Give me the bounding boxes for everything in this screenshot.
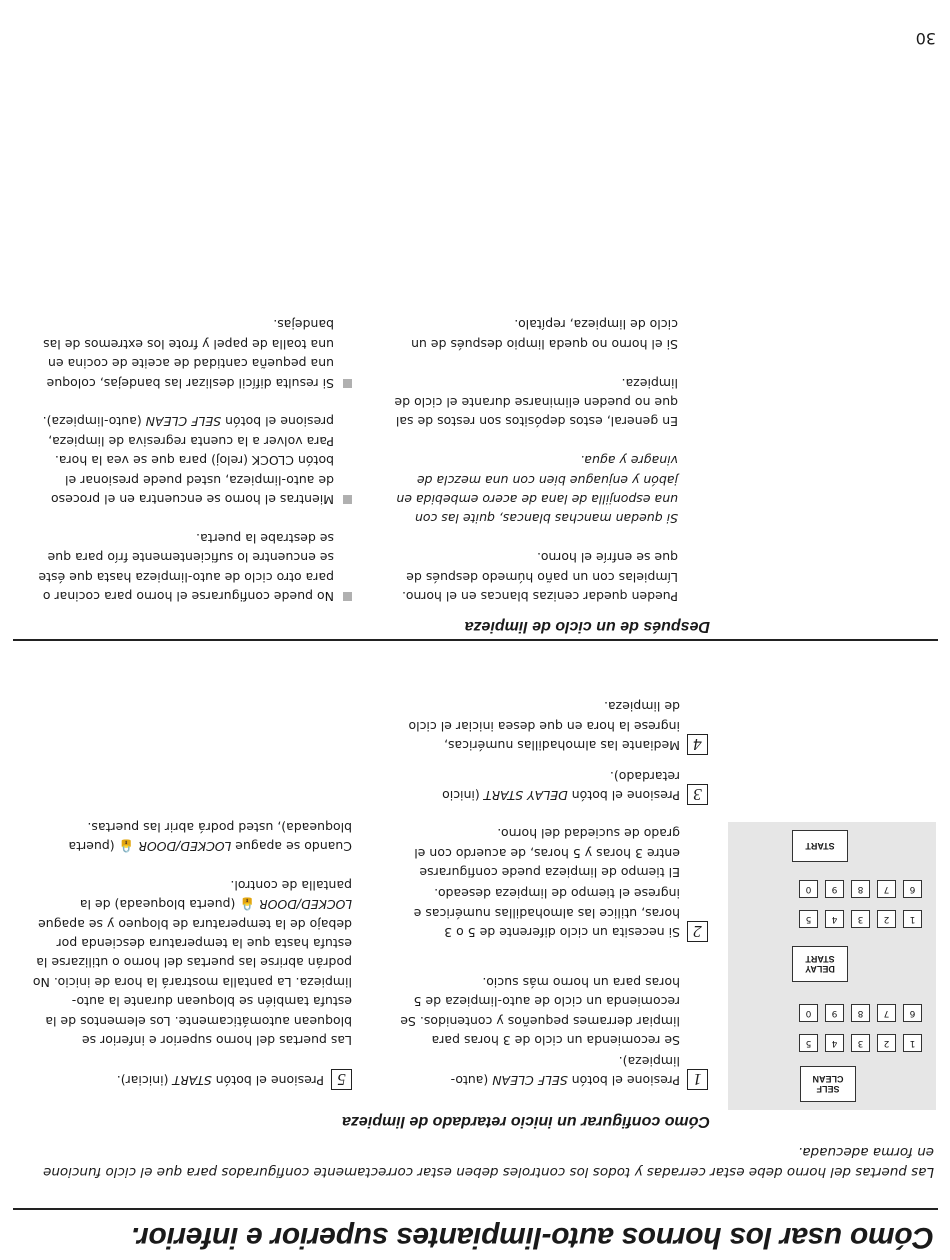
step-3: 3 Presione el botón DELAY START (inicio retardado). bbox=[408, 766, 708, 805]
key-7: 7 bbox=[877, 1004, 896, 1022]
intro-text: Las puertas del horno debe estar cerradas y todos los controles deben estar correctamente configurados para que el ciclo funcione en forma adecuada. bbox=[43, 1144, 934, 1180]
step-5: 5 Presione el botón START (iniciar). bbox=[32, 1071, 352, 1090]
lock-icon: 🔒 bbox=[118, 838, 135, 854]
step-number: 3 bbox=[687, 784, 708, 805]
key-3: 3 bbox=[851, 1034, 870, 1052]
key-2: 2 bbox=[877, 1034, 896, 1052]
key-2b: 2 bbox=[877, 910, 896, 928]
step-number: 4 bbox=[687, 734, 708, 755]
bullet-item: Si resulta difícil deslizar las bandejas, coloque una pequeña cantidad de aceite de cocina en una toalla de papel y frote los extremos de las bandejas. bbox=[32, 315, 352, 393]
key-8b: 8 bbox=[851, 880, 870, 898]
key-7b: 7 bbox=[877, 880, 896, 898]
page-title: Cómo usar los hornos auto-limpiantes superior e inferior. bbox=[130, 1221, 934, 1254]
section-rule bbox=[13, 639, 938, 641]
page-number: 30 bbox=[915, 29, 936, 48]
start-key: START bbox=[792, 830, 848, 862]
key-6: 6 bbox=[903, 1004, 922, 1022]
keypad-row-2 bbox=[799, 1004, 922, 1022]
delay-start-key: DELAY START bbox=[792, 946, 848, 982]
self-clean-key: SELF CLEAN bbox=[800, 1066, 856, 1102]
key-9: 9 bbox=[825, 1004, 844, 1022]
key-9b: 9 bbox=[825, 880, 844, 898]
after-cleaning-heading: Después de un ciclo de limpieza bbox=[464, 618, 710, 635]
delayed-start-heading: Cómo configurar un inicio retardado de limpieza bbox=[341, 1113, 710, 1130]
key-0b: 0 bbox=[799, 880, 818, 898]
control-panel-illustration bbox=[728, 822, 936, 1110]
key-1: 1 bbox=[903, 1034, 922, 1052]
key-1b: 1 bbox=[903, 910, 922, 928]
after-cleaning-paragraphs: Pueden quedar cenizas blancas en el horno. Límpielas con un paño húmedo después de que se enfríe el horno. Si quedan manchas blancas, quite las con una esponjilla de lana de acero embebida en jabón y enjuague bien con una mezcla de vinagre y agua. En general, estos depósitos son restos de sal que no pueden eliminarse durante el ciclo de limpieza. Si el horno no queda limpio después de un ciclo de limpieza, repítalo. bbox=[394, 317, 678, 604]
step-2-note: El tiempo de limpieza puede configurarse entre 3 horas y 5 horas, de acuerdo con el grado de suciedad del horno. bbox=[414, 826, 680, 880]
title-rule bbox=[13, 1208, 938, 1210]
lock-paragraph: Las puertas del horno superior e inferior se bloquean automáticamente. Los elementos de la estufa también se bloquean durante la auto-limpieza. La pantalla mostrará la hora de inicio. No podrán abrirse las puertas del horno o utilizarse la estufa hasta que la temperatura descienda por debajo de la temperatura de bloqueo y se apague LOCKED/DOOR 🔒 (puerta bloqueada) de la pantalla de control. Cuando se apague LOCKED/DOOR 🔒 (puerta bloqueada), usted podrá abrir las puertas. bbox=[32, 819, 352, 1048]
step-2: 2 Si necesita un ciclo diferente de 5 o 3 horas, utilice las almohadillas numéricas e ingrese el tiempo de limpieza deseado. bbox=[408, 884, 708, 942]
step-number: 2 bbox=[687, 921, 708, 942]
keypad-row-3 bbox=[799, 910, 922, 928]
key-8: 8 bbox=[851, 1004, 870, 1022]
key-4b: 4 bbox=[825, 910, 844, 928]
lock-icon: 🔒 bbox=[239, 897, 255, 913]
key-5: 5 bbox=[799, 1034, 818, 1052]
key-0: 0 bbox=[799, 1004, 818, 1022]
after-cleaning-bullets bbox=[32, 296, 352, 606]
key-6b: 6 bbox=[903, 880, 922, 898]
bullet-item: No puede configurarse el horno para cocinar o para otro ciclo de auto-limpieza hasta que éste se encuentre lo suficientemente frío para que se destrabe la puerta. bbox=[32, 528, 352, 606]
keypad-row-1 bbox=[799, 1034, 922, 1052]
step-number: 5 bbox=[331, 1069, 352, 1090]
keypad-row-4 bbox=[799, 880, 922, 898]
key-5b: 5 bbox=[799, 910, 818, 928]
step-1: 1 Presione el botón SELF CLEAN (auto-limpieza). bbox=[408, 1051, 708, 1090]
step-4: 4 Mediante las almohadillas numéricas, ingrese la hora en que desea iniciar el ciclo de limpieza. bbox=[408, 697, 708, 755]
step-1-note: Se recomienda un ciclo de 3 horas para limpiar derrames pequeños y contenidos. Se recomienda un ciclo de auto-limpieza de 5 horas para un horno más sucio. bbox=[400, 974, 680, 1048]
key-4: 4 bbox=[825, 1034, 844, 1052]
step-number: 1 bbox=[687, 1069, 708, 1090]
bullet-item: Mientras el horno se encuentra en el proceso de auto-limpieza, usted puede presionar el botón CLOCK (reloj) para que se vea la hora. Para volver a la cuenta regresiva de limpieza, presione el botón SELF CLEAN (auto-limpieza). bbox=[32, 412, 352, 509]
key-3b: 3 bbox=[851, 910, 870, 928]
